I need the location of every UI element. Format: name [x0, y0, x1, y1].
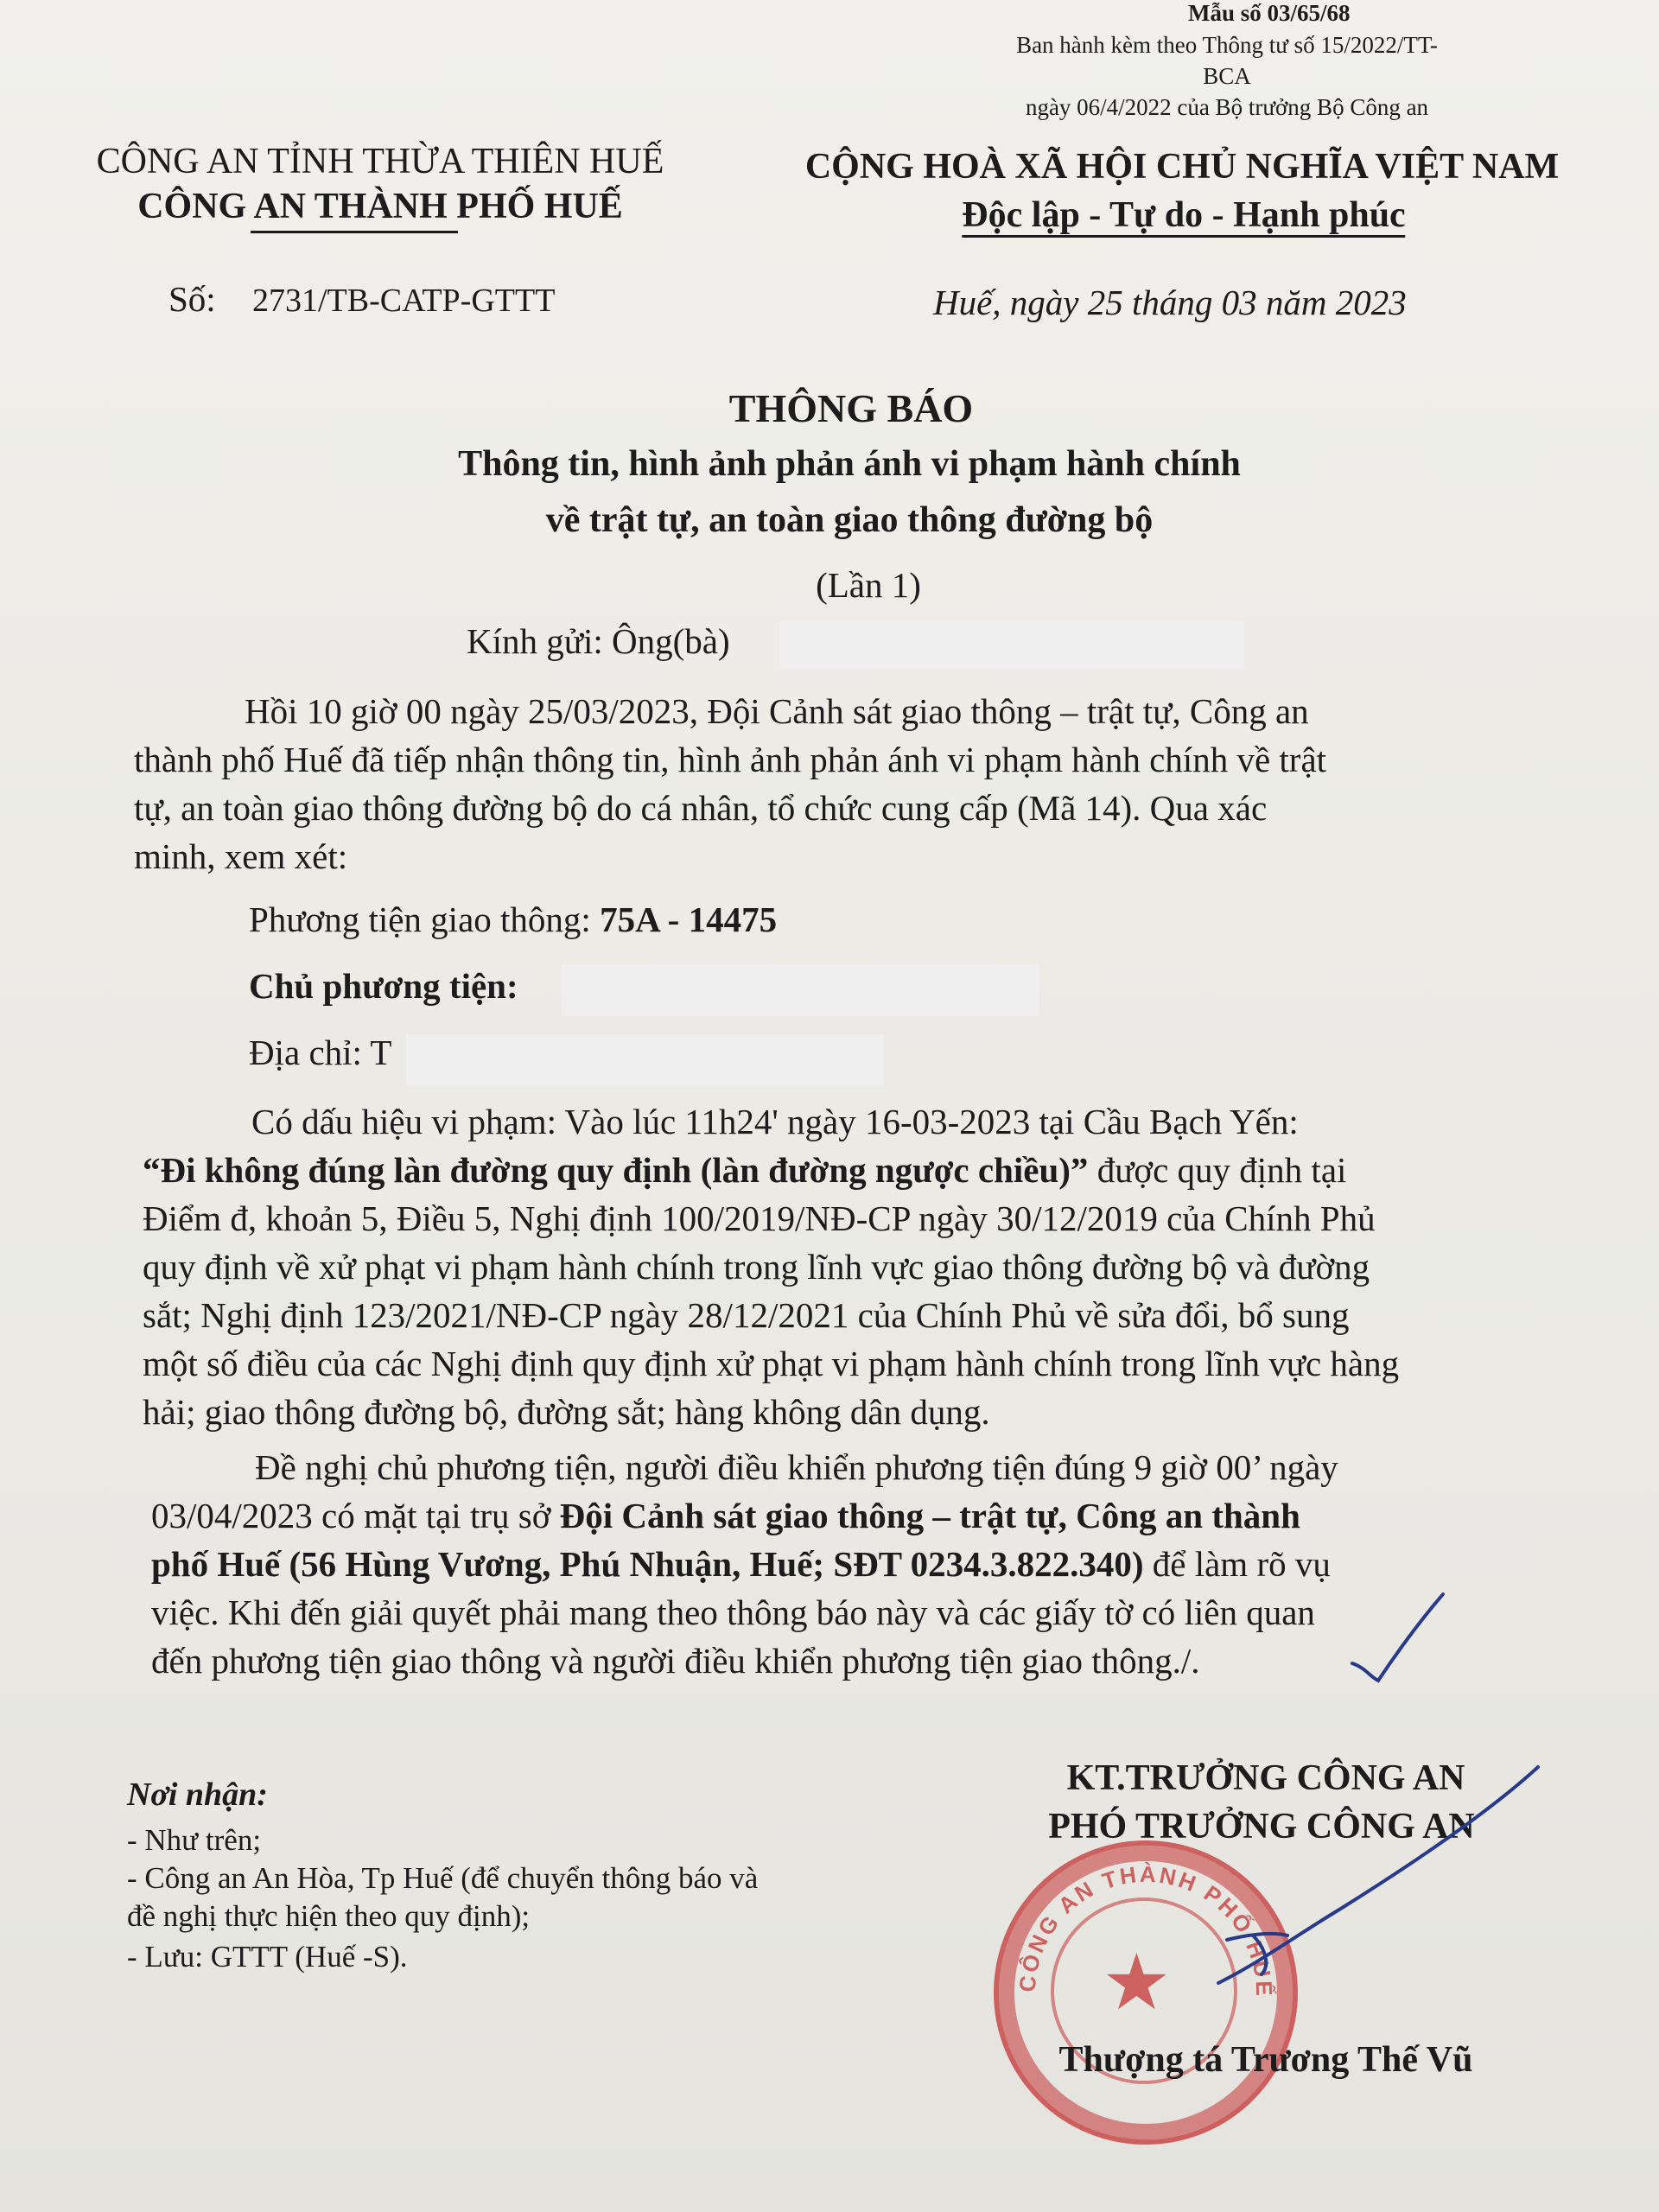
request-line — [151, 1491, 1547, 1540]
violation-line: quy định về xử phạt vi phạm hành chính trong lĩnh vực giao thông đường bộ và đường — [143, 1247, 1370, 1287]
recipient-item: - Công an An Hòa, Tp Huế (để chuyển thông báo và — [127, 1861, 759, 1895]
intro-line: thành phố Huế đã tiếp nhận thông tin, hình ảnh phản ánh vi phạm hành chính về trật — [134, 740, 1327, 779]
violation-description: “Đi không đúng làn đường quy định (làn đường ngược chiều)” — [143, 1150, 1089, 1190]
agency-parent: CÔNG AN TỈNH THỪA THIÊN HUẾ — [96, 142, 664, 181]
signer-name: Thượng tá Trương Thế Vũ — [1058, 2040, 1473, 2080]
request-office: Đội Cảnh sát giao thông – trật tự, Công an thành — [559, 1496, 1300, 1535]
address-redacted — [406, 1034, 884, 1086]
violation-line: một số điều của các Nghị định quy định xử phạt vi phạm hành chính trong lĩnh vực hàng — [143, 1344, 1400, 1383]
recipients-heading: Nơi nhận: — [127, 1777, 268, 1813]
intro-line: minh, xem xét: — [134, 836, 348, 876]
violation-line — [143, 1146, 1551, 1194]
form-issuance-note — [1002, 29, 1452, 123]
seal-text: CÔNG AN THÀNH PHỐ HUẾ — [1014, 1860, 1278, 1999]
violation-paragraph — [143, 1097, 1551, 1436]
violation-line: Điểm đ, khoản 5, Điều 5, Nghị định 100/2019/NĐ-CP ngày 30/12/2019 của Chính Phủ — [143, 1198, 1376, 1238]
owner-name-redacted — [562, 964, 1039, 1016]
motto-text: Độc lập - Tự do - Hạnh phúc — [962, 195, 1405, 238]
nation-name: CỘNG HOÀ XÃ HỘI CHỦ NGHĨA VIỆT NAM — [804, 147, 1560, 187]
owner-label — [249, 965, 518, 1007]
violation-line: sắt; Nghị định 123/2021/NĐ-CP ngày 28/12/2021 của Chính Phủ về sửa đổi, bổ sung — [143, 1295, 1350, 1335]
intro-line: Hồi 10 giờ 00 ngày 25/03/2023, Đội Cảnh sát giao thông – trật tự, Công an — [245, 691, 1309, 731]
agency-name: CÔNG AN THÀNH PHỐ HUẾ — [137, 187, 623, 226]
request-line: đến phương tiện giao thông và người điều khiển phương tiện giao thông./. — [151, 1641, 1200, 1681]
vehicle-plate: 75A - 14475 — [600, 899, 778, 939]
violation-line: Có dấu hiệu vi phạm: Vào lúc 11h24' ngày 16-03-2023 tại Cầu Bạch Yến: — [251, 1102, 1299, 1141]
intro-paragraph — [134, 687, 1560, 880]
recipient-item: đề nghị thực hiện theo quy định); — [127, 1899, 531, 1933]
request-paragraph — [151, 1443, 1547, 1685]
handwritten-signature — [1123, 1763, 1573, 1987]
request-line-start: 03/04/2023 có mặt tại trụ sở — [151, 1496, 560, 1535]
doc-number-label: Số: — [168, 279, 216, 319]
request-line: việc. Khi đến giải quyết phải mang theo thông báo này và các giấy tờ có liên quan — [151, 1592, 1315, 1632]
form-issuance-line-2: ngày 06/4/2022 của Bộ trưởng Bộ Công an — [1025, 94, 1429, 120]
doc-number: 2731/TB-CATP-GTTT — [252, 283, 556, 319]
agency-underline — [251, 231, 458, 233]
violation-line: hải; giao thông đường bộ, đường sắt; hàng không dân dụng. — [143, 1392, 990, 1432]
seal-star-icon: ★ — [1102, 1941, 1172, 2026]
notice-attempt: (Lần 1) — [816, 565, 921, 605]
recipient-label: Kính gửi: Ông(bà) — [467, 621, 730, 661]
recipient-item: - Như trên; — [127, 1823, 262, 1857]
signature-role-2: PHÓ TRƯỞNG CÔNG AN — [1048, 1807, 1475, 1847]
check-mark-icon — [1348, 1590, 1452, 1685]
notice-subtitle-line-2: về trật tự, an toàn giao thông đường bộ — [545, 500, 1154, 540]
request-line-rest: để làm rõ vụ — [1143, 1544, 1331, 1584]
address-label: Địa chỉ: T — [249, 1033, 392, 1072]
vehicle-label: Phương tiện giao thông: — [249, 899, 601, 939]
notice-subtitle-line-1: Thông tin, hình ảnh phản ánh vi phạm hành chính — [458, 444, 1241, 484]
owner-label-text: Chủ phương tiện: — [249, 966, 518, 1006]
violation-line-rest: được quy định tại — [1088, 1150, 1347, 1190]
form-number: Mẫu số 03/65/68 — [1188, 0, 1351, 26]
nation-motto — [962, 190, 1405, 240]
intro-line: tự, an toàn giao thông đường bộ do cá nhân, tổ chức cung cấp (Mã 14). Qua xác — [134, 788, 1268, 828]
recipient-name-redacted — [780, 620, 1244, 668]
recipient-item: - Lưu: GTTT (Huế -S). — [127, 1940, 408, 1974]
signature-role-1: KT.TRƯỞNG CÔNG AN — [1066, 1758, 1465, 1798]
request-line: Đề nghị chủ phương tiện, người điều khiển phương tiện đúng 9 giờ 00’ ngày — [255, 1447, 1338, 1487]
doc-date: Huế, ngày 25 tháng 03 năm 2023 — [933, 283, 1407, 322]
request-office-address: phố Huế (56 Hùng Vương, Phú Nhuận, Huế; SĐT 0234.3.822.340) — [151, 1544, 1144, 1584]
request-line — [151, 1540, 1547, 1588]
vehicle-line — [249, 899, 777, 940]
notice-title: THÔNG BÁO — [728, 386, 974, 430]
form-issuance-line-1: Ban hành kèm theo Thông tư số 15/2022/TT-BCA — [1016, 32, 1438, 89]
